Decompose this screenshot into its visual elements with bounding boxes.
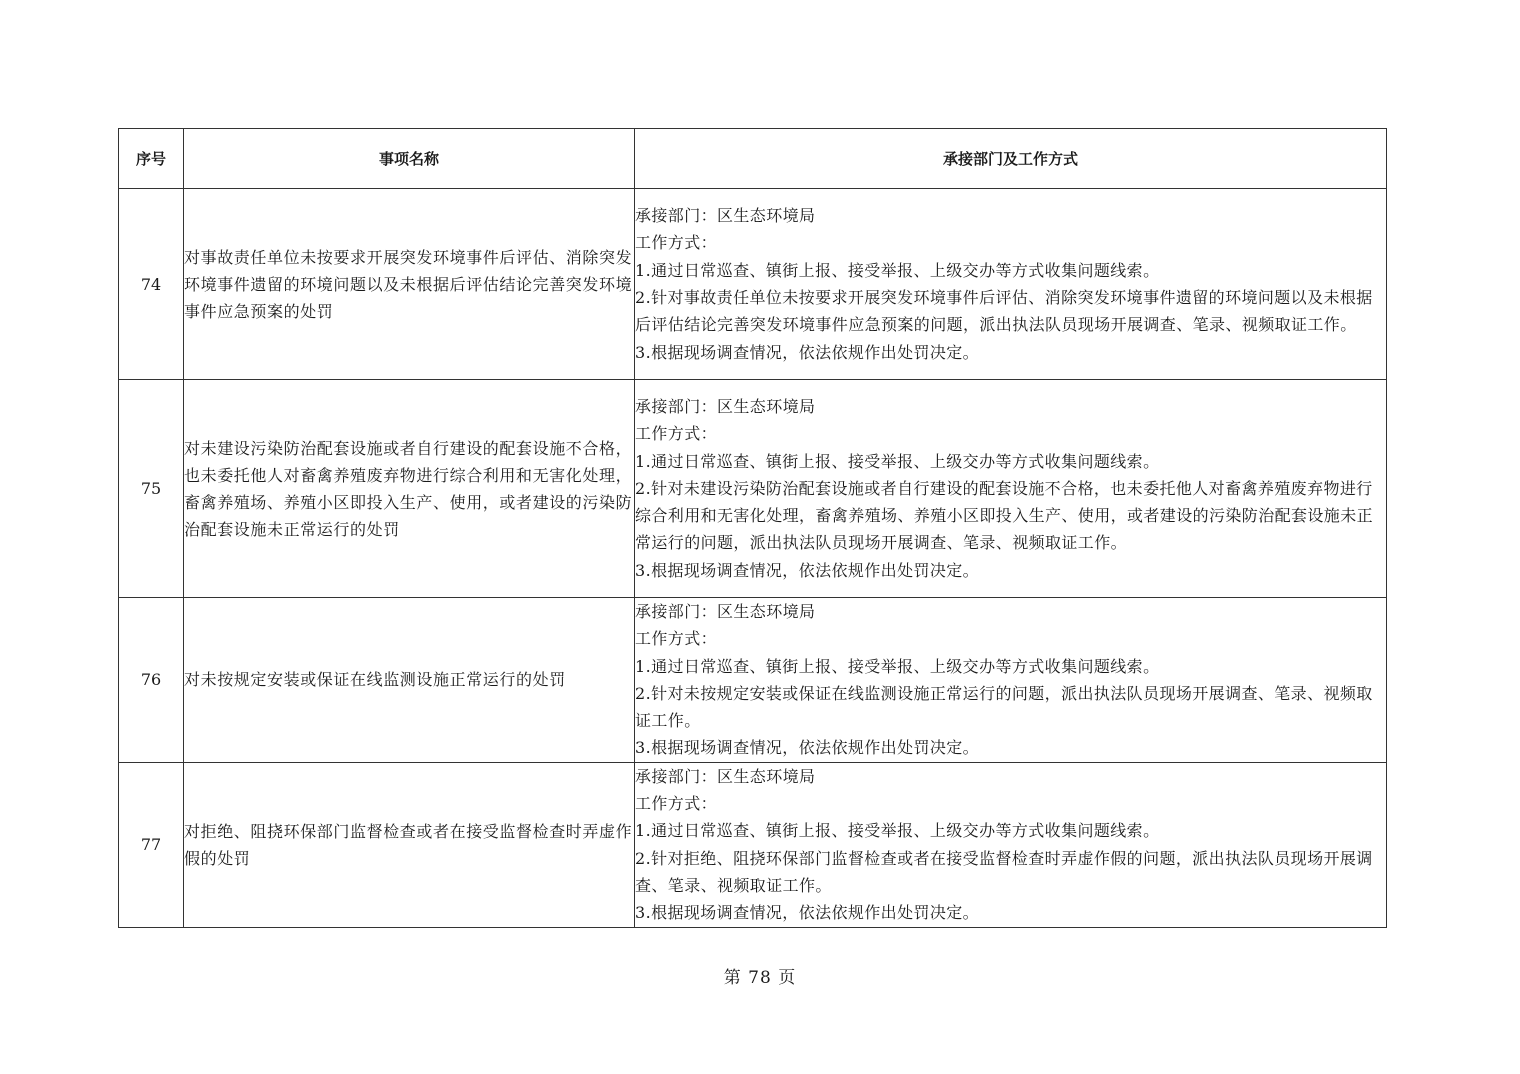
method-step-2: 2.针对未按规定安装或保证在线监测设施正常运行的问题，派出执法队员现场开展调查、笔录、视频取证工作。 (635, 683, 1373, 731)
dept-line: 承接部门：区生态环境局 (635, 766, 816, 786)
dept-method-cell (635, 598, 1387, 763)
item-name: 对未建设污染防治配套设施或者自行建设的配套设施不合格，也未委托他人对畜禽养殖废弃物进行综合利用和无害化处理，畜禽养殖场、养殖小区即投入生产、使用，或者建设的污染防治配套设施未正常运行的处罚 (184, 380, 635, 598)
header-item-name: 事项名称 (184, 129, 635, 189)
method-step-3: 3.根据现场调查情况，依法依规作出处罚决定。 (635, 738, 980, 758)
item-name: 对拒绝、阻挠环保部门监督检查或者在接受监督检查时弄虚作假的处罚 (184, 762, 635, 927)
page-number: 第 78 页 (723, 968, 797, 988)
item-name: 对事故责任单位未按要求开展突发环境事件后评估、消除突发环境事件遗留的环境问题以及未根据后评估结论完善突发环境事件应急预案的处罚 (184, 189, 635, 380)
method-step-3: 3.根据现场调查情况，依法依规作出处罚决定。 (635, 903, 980, 923)
table-row (119, 598, 1387, 763)
dept-line: 承接部门：区生态环境局 (635, 206, 816, 226)
dept-method-cell (635, 189, 1387, 380)
method-step-1: 1.通过日常巡查、镇街上报、接受举报、上级交办等方式收集问题线索。 (635, 656, 1160, 676)
method-step-2: 2.针对事故责任单位未按要求开展突发环境事件后评估、消除突发环境事件遗留的环境问题以及未根据后评估结论完善突发环境事件应急预案的问题，派出执法队员现场开展调查、笔录、视频取证工作。 (635, 288, 1373, 335)
method-label: 工作方式： (635, 629, 718, 649)
row-number: 76 (119, 598, 184, 763)
method-label: 工作方式： (635, 424, 718, 444)
row-number: 74 (119, 189, 184, 380)
table-row (119, 189, 1387, 380)
method-step-2: 2.针对未建设污染防治配套设施或者自行建设的配套设施不合格，也未委托他人对畜禽养殖废弃物进行综合利用和无害化处理，畜禽养殖场、养殖小区即投入生产、使用，或者建设的污染防治配套设施未正常运行的问题，派出执法队员现场开展调查、笔录、视频取证工作。 (635, 478, 1374, 553)
items-table (118, 128, 1387, 928)
method-step-2: 2.针对拒绝、阻挠环保部门监督检查或者在接受监督检查时弄虚作假的问题，派出执法队员现场开展调查、笔录、视频取证工作。 (635, 848, 1373, 895)
dept-line: 承接部门：区生态环境局 (635, 396, 816, 416)
table-row (119, 762, 1387, 927)
method-step-1: 1.通过日常巡查、镇街上报、接受举报、上级交办等方式收集问题线索。 (635, 451, 1160, 471)
row-number: 75 (119, 380, 184, 598)
dept-method-cell (635, 762, 1387, 927)
dept-method-cell (635, 380, 1387, 598)
header-seq: 序号 (119, 129, 184, 189)
table-row (119, 380, 1387, 598)
item-name: 对未按规定安装或保证在线监测设施正常运行的处罚 (184, 598, 635, 763)
method-step-1: 1.通过日常巡查、镇街上报、接受举报、上级交办等方式收集问题线索。 (635, 821, 1160, 841)
method-label: 工作方式： (635, 794, 718, 814)
method-step-1: 1.通过日常巡查、镇街上报、接受举报、上级交办等方式收集问题线索。 (635, 260, 1160, 280)
row-number: 77 (119, 762, 184, 927)
method-step-3: 3.根据现场调查情况，依法依规作出处罚决定。 (635, 560, 980, 580)
dept-line: 承接部门：区生态环境局 (635, 602, 816, 621)
table-header-row (119, 129, 1387, 189)
method-label: 工作方式： (635, 233, 718, 253)
header-dept-method: 承接部门及工作方式 (635, 129, 1387, 189)
method-step-3: 3.根据现场调查情况，依法依规作出处罚决定。 (635, 342, 980, 362)
